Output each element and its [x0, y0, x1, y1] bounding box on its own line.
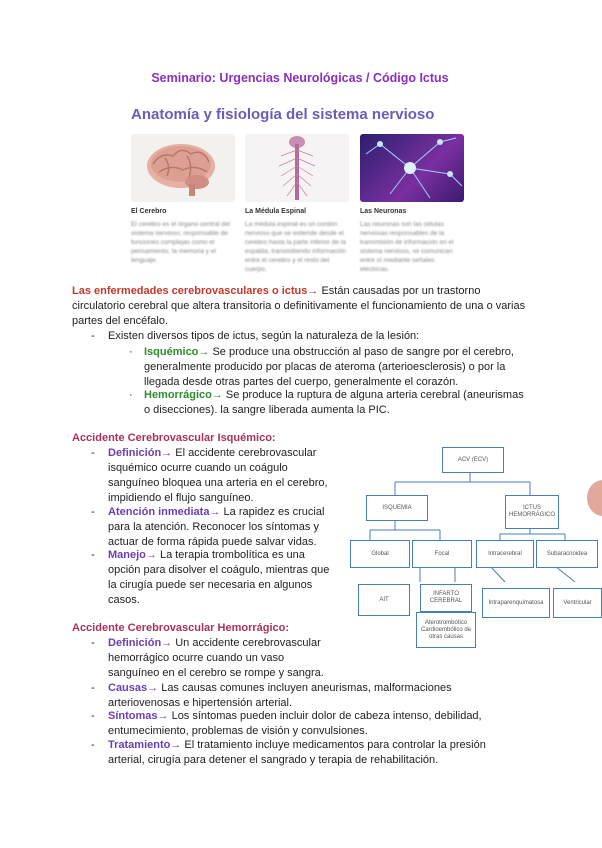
isq-aten-label: Atención inmediata	[108, 506, 210, 518]
intro-bullet: Existen diversos tipos de ictus, según la naturaleza de la lesión:	[108, 330, 420, 342]
card-spine-text: La médula espinal es un cordón nervioso que se extiende desde el cerebro hasta la parte inferior de la espalda, transmitiendo información entre el cerebro y el resto del cuerpo.	[245, 221, 346, 273]
diagram-root: ACV (ECV)	[442, 447, 504, 473]
bullet-dash: -	[91, 447, 95, 459]
isq-definicion	[108, 446, 333, 506]
card-neurons-text: Las neuronas son las células nerviosas responsables de la transmisión de información en el sistema nervioso, se comunican entre sí mediante señales eléctricas.	[360, 221, 454, 273]
bullet-dash: -	[91, 637, 95, 649]
isq-manejo	[108, 548, 333, 608]
diagram-intraparenquimatosa: Intraparenquimatosa	[482, 588, 550, 618]
hem-causas	[108, 681, 488, 711]
hem-trat-label: Tratamiento	[108, 739, 171, 751]
neurons-image	[360, 134, 464, 202]
intro-paragraph	[72, 284, 532, 329]
hem-causas-text: Las causas comunes incluyen aneurismas, malformaciones arteriovenosas e hipertensión arterial.	[108, 682, 452, 709]
hem-def-label: Definición	[108, 637, 162, 649]
card-spine	[245, 134, 349, 202]
diagram-isquemia: ISQUEMIA	[366, 495, 428, 521]
arrow: →	[307, 285, 319, 297]
diagram-infarto	[420, 584, 472, 612]
bullet-dash: -	[91, 506, 95, 518]
arrow: →	[147, 682, 159, 694]
card-brain-title: El Cerebro	[131, 208, 167, 215]
card-brain-text: El cerebro es el órgano central del sistema nervioso, responsable de funciones complejas como el pensamiento, la memoria y el lenguaje.	[131, 221, 231, 264]
diagram-focal: Focal	[412, 540, 472, 568]
diagram-subaracnoidea: Subaracnoidea	[536, 540, 598, 568]
bullet-dot: ·	[129, 346, 133, 358]
diagram-ventricular: Ventricular	[553, 588, 602, 618]
arrow: →	[145, 549, 157, 561]
hem-sint-label: Síntomas	[108, 710, 158, 722]
arrow: →	[157, 710, 169, 722]
arrow: →	[209, 506, 221, 518]
hem-causas-label: Causas	[108, 682, 148, 694]
hem-tratamiento	[108, 738, 498, 768]
hem-label: Hemorrágico	[144, 389, 212, 401]
isq-atencion	[108, 505, 333, 550]
isq-man-text: La terapia trombolítica es una opción para disolver el coágulo, mientras que la cirugía puede ser necesaria en algunos casos.	[108, 549, 330, 606]
isq-label: Isquémico	[144, 346, 199, 358]
card-neurons-title: Las Neuronas	[360, 208, 407, 215]
diagram-intracerebral: Intracerebral	[476, 540, 534, 568]
bullet-dot: ·	[129, 389, 133, 401]
isq-def-text: El accidente cerebrovascular isquémico ocurre cuando un coágulo sanguíneo bloquea una arteria en el cerebro, impidiendo el flujo sanguíneo.	[108, 447, 328, 504]
arrow: →	[198, 346, 210, 358]
arrow: →	[161, 637, 173, 649]
isquemico-item	[144, 345, 524, 390]
bullet-dash: -	[91, 710, 95, 722]
hem-trat-text: El tratamiento incluye medicamentos para controlar la presión arterial, cirugía para detener el sangrado y terapia de rehabilitación.	[108, 739, 486, 766]
isq-man-label: Manejo	[108, 549, 146, 561]
bullet-dash: -	[91, 739, 95, 751]
bullet-dash: -	[91, 330, 95, 342]
bullet-dash: -	[91, 682, 95, 694]
brain-image	[131, 134, 235, 202]
infarto-label: INFARTO CEREBRAL	[429, 591, 463, 604]
diagram-infarto-sub: Aterotrombótico Cardioembólico de otras causas	[416, 612, 476, 648]
isquemico-heading: Accidente Cerebrovascular Isquémico:	[72, 432, 276, 444]
hemorragico-heading: Accidente Cerebrovascular Hemorrágico:	[72, 622, 290, 634]
diagram-hemorragico: ICTUS HEMORRÁGICO	[505, 495, 559, 529]
card-neurons	[360, 134, 464, 202]
brain-edge-image	[585, 478, 600, 518]
hem-sint-text: Los síntomas pueden incluir dolor de cabeza intenso, debilidad, entumecimiento, problemas de visión y convulsiones.	[108, 710, 482, 737]
page-title: Seminario: Urgencias Neurológicas / Código Ictus	[151, 71, 449, 85]
intro-text: Están causadas por un trastorno circulatorio cerebral que altera transitoria o definitivamente el funcionamiento de una o varias partes del encéfalo.	[72, 285, 526, 327]
arrow: →	[211, 389, 223, 401]
isq-aten-text: La rapidez es crucial para la atención. Reconocer los síntomas y actuar de forma rápida puede salvar vidas.	[108, 506, 325, 548]
hem-definicion	[108, 636, 333, 681]
isq-text: Se produce una obstrucción al paso de sangre por el cerebro, generalmente producido por placas de ateroma (arterioesclerosis) o por la llegada desde otras partes del cuerpo, generalmente el corazón.	[144, 346, 514, 388]
intro-lead: Las enfermedades cerebrovasculares o ictus	[72, 285, 308, 297]
card-spine-title: La Médula Espinal	[245, 208, 307, 215]
card-brain	[131, 134, 235, 202]
hem-text: Se produce la ruptura de alguna arteria cerebral (aneurismas o disecciones). la sangre liberada aumenta la PIC.	[144, 389, 524, 416]
diagram-global: Global	[350, 540, 410, 568]
diagram-ait: AIT	[358, 584, 410, 616]
arrow: →	[161, 447, 173, 459]
arrow: →	[170, 739, 182, 751]
section-subtitle: Anatomía y fisiología del sistema nervioso	[131, 106, 435, 123]
hem-def-text: Un accidente cerebrovascular hemorrágico ocurre cuando un vaso sanguíneo en el cerebro se rompe y sangra.	[108, 637, 324, 679]
bullet-dash: -	[91, 549, 95, 561]
isq-def-label: Definición	[108, 447, 162, 459]
spine-image	[245, 134, 349, 202]
hemorragico-item	[144, 388, 524, 418]
hem-sintomas	[108, 709, 498, 739]
